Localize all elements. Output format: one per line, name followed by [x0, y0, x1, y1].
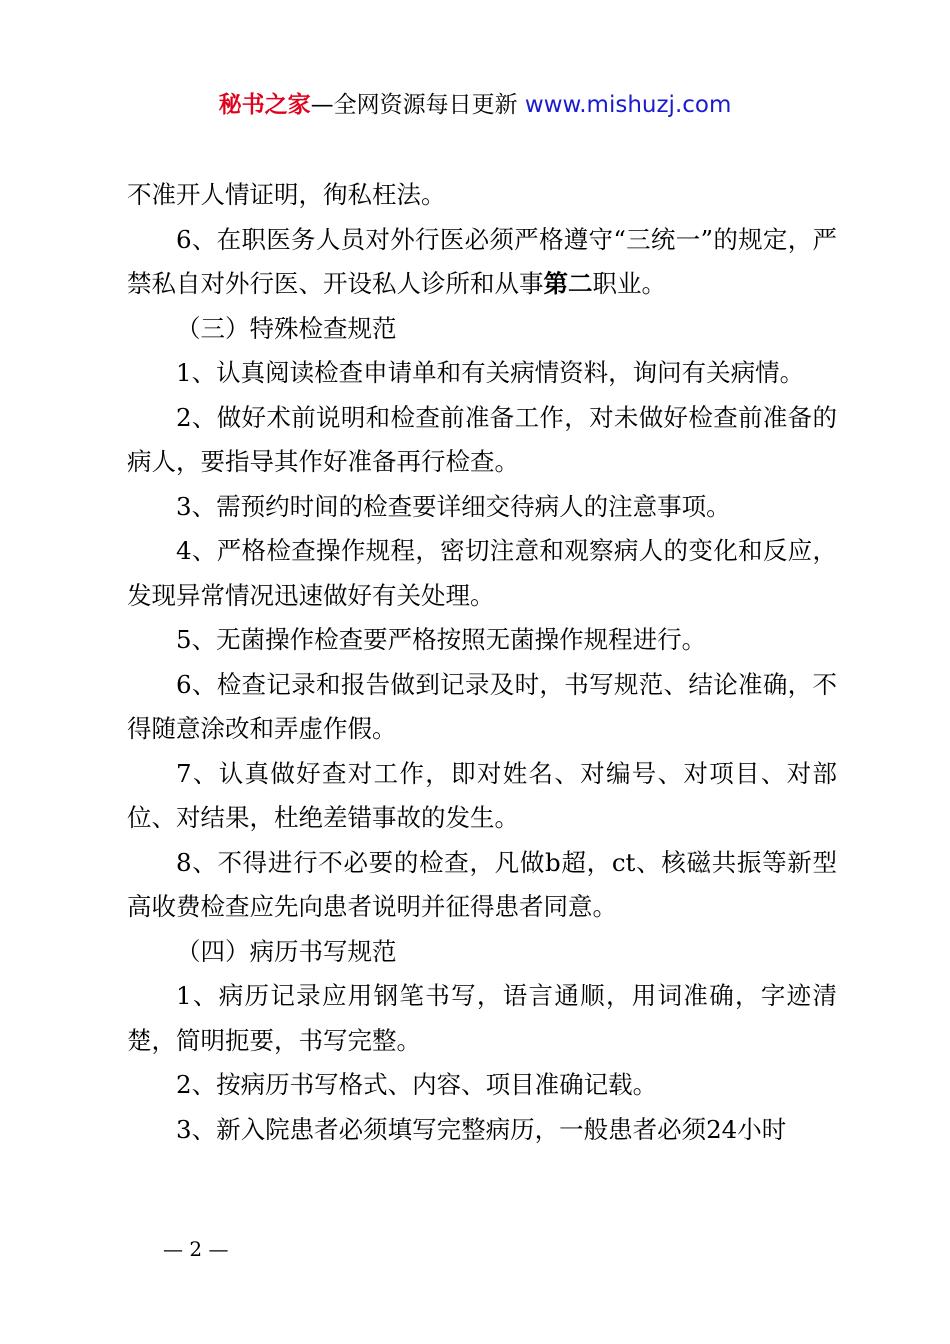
- page-number: — 2 —: [163, 1237, 229, 1261]
- paragraph-item: 2、做好术前说明和检查前准备工作，对未做好检查前准备的病人，要指导其作好准备再行检查。: [127, 402, 837, 476]
- paragraph-item: 8、不得进行不必要的检查，凡做b超，ct、核磁共振等新型高收费检查应先向患者说明并征得患者同意。: [127, 847, 837, 921]
- section-heading-medical-records: （四）病历书写规范: [176, 936, 397, 966]
- paragraph-item: 4、严格检查操作规程，密切注意和观察病人的变化和反应，发现异常情况迅速做好有关处理。: [127, 536, 837, 610]
- bold-text: 第二: [543, 269, 593, 298]
- brand-name: 秘书之家: [218, 92, 311, 118]
- paragraph-item: 1、病历记录应用钢笔书写，语言通顺，用词准确，字迹清楚，简明扼要，书写完整。: [127, 981, 837, 1055]
- paragraph-item-6: [127, 218, 837, 307]
- paragraph-continued: 不准开人情证明，徇私枉法。: [127, 180, 446, 209]
- paragraph-item: 7、认真做好查对工作，即对姓名、对编号、对项目、对部位、对结果，杜绝差错事故的发生。: [127, 758, 837, 832]
- header-tagline: —全网资源每日更新: [310, 92, 525, 118]
- site-url-link[interactable]: www.mishuzj.com: [524, 92, 732, 118]
- paragraph-item: 2、按病历书写格式、内容、项目准确记载。: [176, 1070, 658, 1099]
- paragraph-item: 1、认真阅读检查申请单和有关病情资料，询问有关病情。: [176, 358, 805, 387]
- document-body: [127, 173, 837, 1152]
- paragraph-item: 3、需预约时间的检查要详细交待病人的注意事项。: [176, 491, 731, 521]
- section-heading-special-exam: （三）特殊检查规范: [176, 313, 397, 343]
- paragraph-item: 6、检查记录和报告做到记录及时，书写规范、结论准确，不得随意涂改和弄虚作假。: [127, 669, 837, 743]
- site-header: [0, 88, 950, 122]
- paragraph-item: 3、新入院患者必须填写完整病历，一般患者必须24小时: [176, 1114, 787, 1144]
- paragraph-text: 6、在职医务人员对外行医必须严格遵守“三统一”的规定，严禁私自对外行医、开设私人诊所和从事: [127, 224, 837, 298]
- paragraph-text: 职业。: [592, 269, 666, 298]
- paragraph-item: 5、无菌操作检查要严格按照无菌操作规程进行。: [176, 625, 707, 654]
